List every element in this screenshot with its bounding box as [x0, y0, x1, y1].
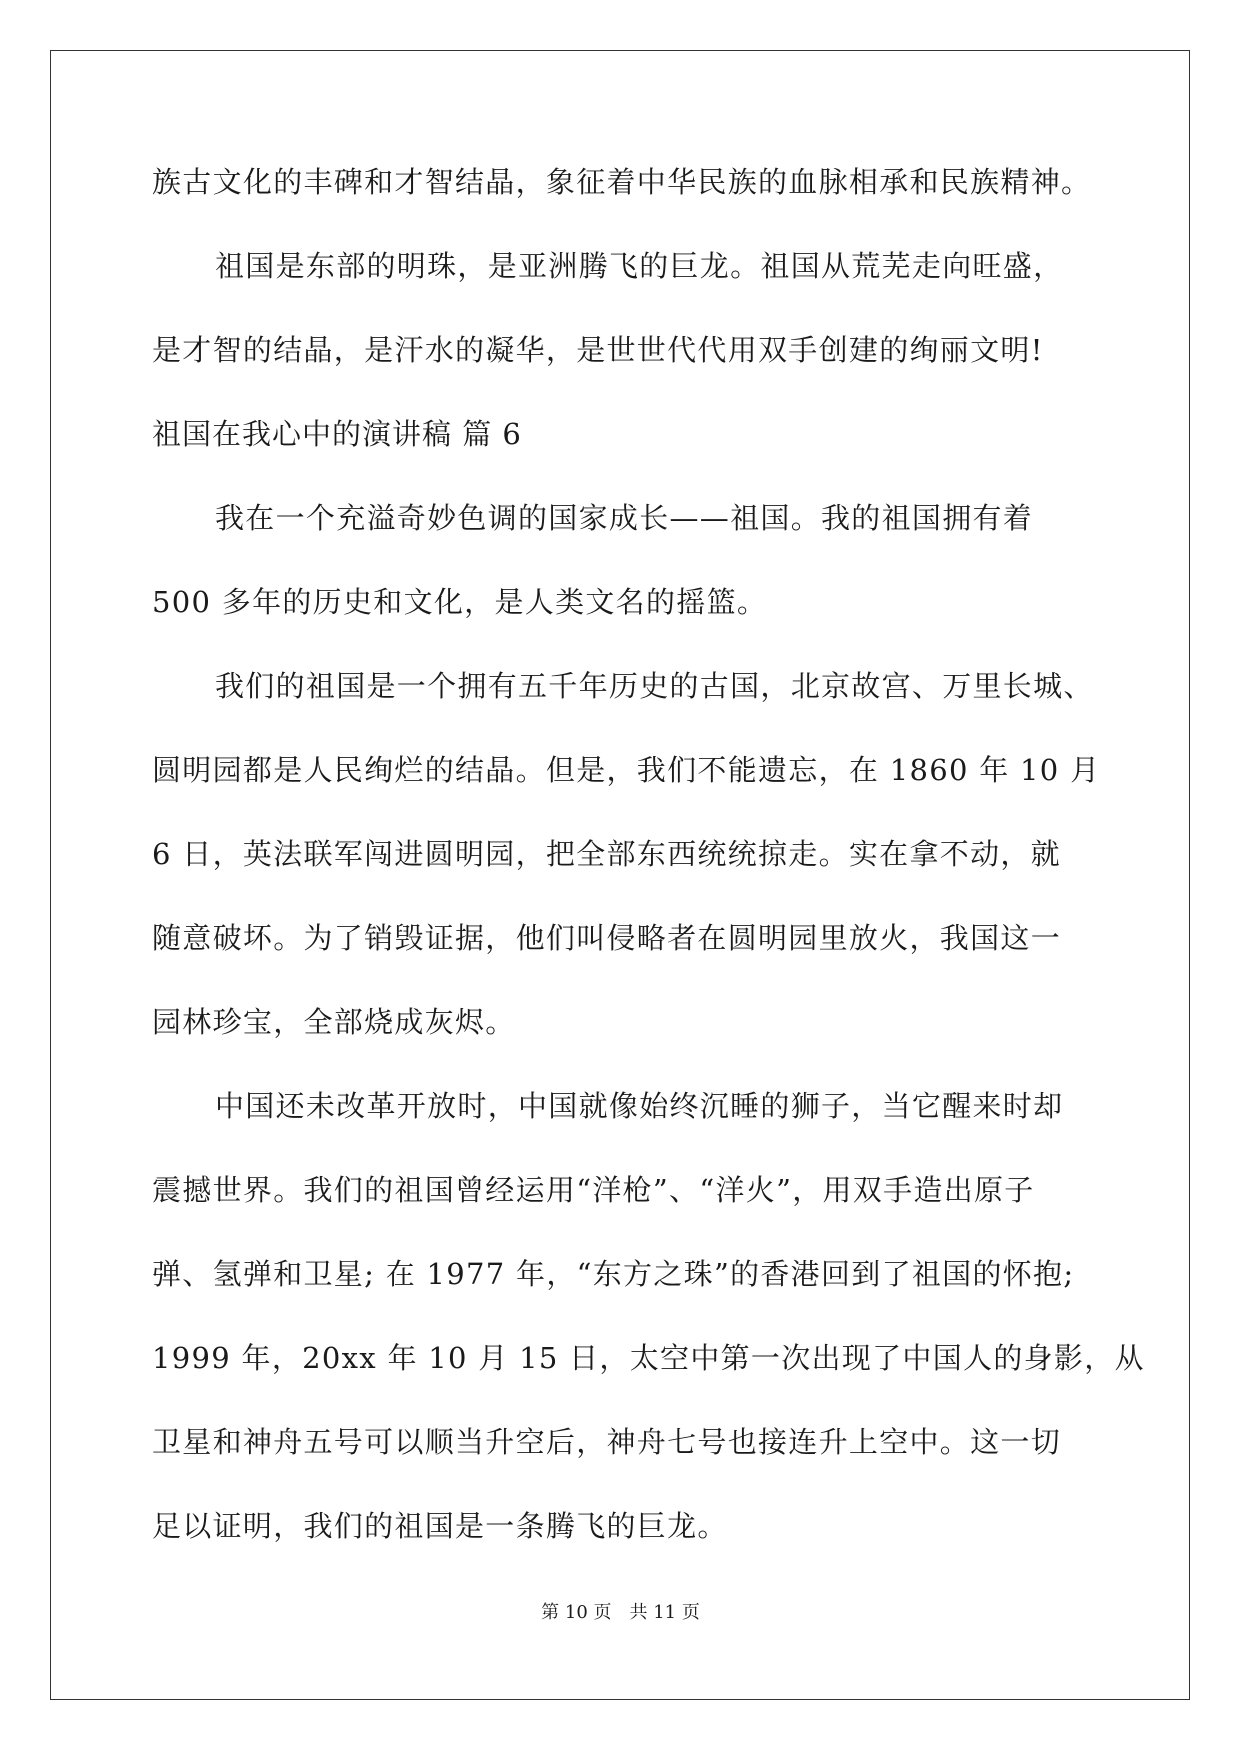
paragraph-start-line: 祖国是东部的明珠，是亚洲腾飞的巨龙。祖国从荒芜走向旺盛，	[215, 249, 1064, 283]
section-heading: 祖国在我心中的演讲稿 篇 6	[152, 417, 522, 451]
text-line: 6 日，英法联军闯进圆明园，把全部东西统统掠走。实在拿不动，就	[152, 837, 1061, 871]
text-line: 族古文化的丰碑和才智结晶，象征着中华民族的血脉相承和民族精神。	[152, 165, 1092, 199]
page-number-current: 第 10 页	[541, 1602, 612, 1623]
text-line: 卫星和神舟五号可以顺当升空后，神舟七号也接连升上空中。这一切	[152, 1425, 1062, 1459]
text-line: 园林珍宝，全部烧成灰烬。	[152, 1005, 516, 1039]
paragraph-start-line: 中国还未改革开放时，中国就像始终沉睡的狮子，当它醒来时却	[215, 1089, 1064, 1123]
page-number-total: 共 11 页	[629, 1602, 700, 1623]
document-body	[152, 140, 1145, 1568]
paragraph-start-line: 我在一个充溢奇妙色调的国家成长——祖国。我的祖国拥有着	[215, 501, 1034, 535]
text-line: 震撼世界。我们的祖国曾经运用“洋枪”、“洋火”，用双手造出原子	[152, 1173, 1035, 1207]
text-line: 随意破坏。为了销毁证据，他们叫侵略者在圆明园里放火，我国这一	[152, 921, 1062, 955]
page-footer	[0, 1598, 1241, 1624]
text-line: 500 多年的历史和文化，是人类文名的摇篮。	[152, 585, 768, 619]
text-line: 1999 年，20xx 年 10 月 15 日，太空中第一次出现了中国人的身影，从	[152, 1341, 1145, 1375]
text-line: 足以证明，我们的祖国是一条腾飞的巨龙。	[152, 1509, 728, 1543]
text-line: 是才智的结晶，是汗水的凝华，是世世代代用双手创建的绚丽文明!	[152, 333, 1044, 367]
text-line: 弹、氢弹和卫星; 在 1977 年，“东方之珠”的香港回到了祖国的怀抱;	[152, 1257, 1075, 1291]
paragraph-start-line: 我们的祖国是一个拥有五千年历史的古国，北京故宫、万里长城、	[215, 669, 1094, 703]
text-line: 圆明园都是人民绚烂的结晶。但是，我们不能遗忘，在 1860 年 10 月	[152, 753, 1101, 787]
